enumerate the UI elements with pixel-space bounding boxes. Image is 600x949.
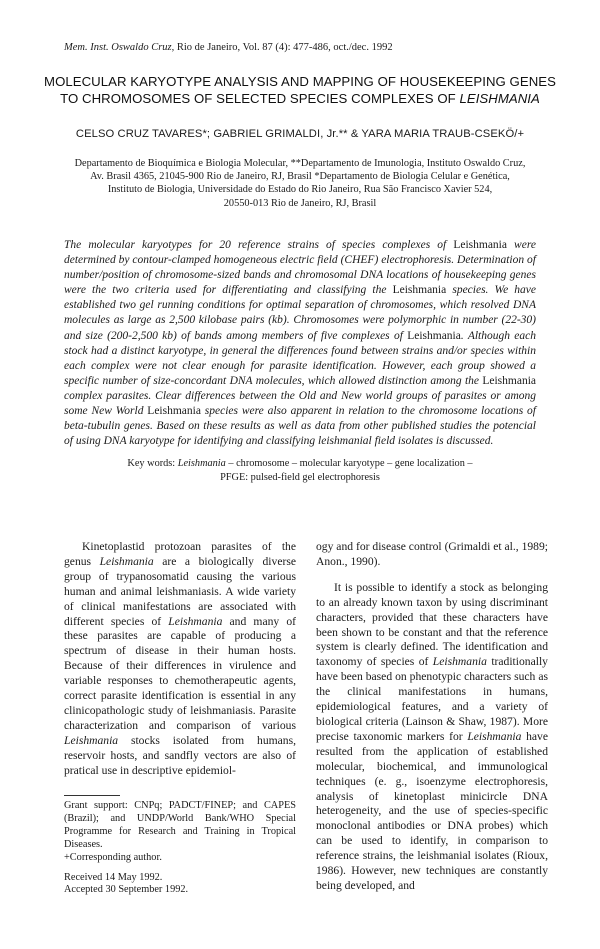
abstract-genus-2: Leishmania <box>392 284 447 297</box>
body-text: stocks isolated from humans, reservoir hosts, and sandfly vectors are also of pratical use in descriptive epidemiol- <box>64 733 296 777</box>
keywords-label: Key words: <box>127 458 176 469</box>
journal-volume-info: Rio de Janeiro, Vol. 87 (4): 477-486, oct./dec. 1992 <box>176 42 393 53</box>
body-text: are a biologically diverse group of trypanosomatid causing the various human and animal leishmaniasis. A wide variety of clinical manifestations are associated with different species of <box>64 554 296 628</box>
body-text: have resulted from the application of established molecular, biochemical, and immunological techniques (e. g., isoenzyme electrophoresis, analysis of kinetoplast minicircle DNA heterogeneity, and the use of species-specific monoclonal antibodies or DNA probes) which can be used to identify, in comparison to reference strains, the leishmanial isolates (Rioux, 1986). However, new techniques are constantly being developed, and <box>316 729 548 892</box>
abstract-text-3: species. We have established two gel running conditions for optimal separation of chromosomes, which resolved DNA molecules as large as 2,500 kilobase pairs (kb). Chromosomes were polymorphic in number (22-30) and size (200-2,500 kb) of bands among members of five complexes of <box>64 284 536 342</box>
body-paragraph <box>64 540 296 779</box>
article-title <box>40 73 560 107</box>
body-paragraph <box>316 581 548 894</box>
keywords-list: – chromosome – molecular karyotype – gene localization – <box>225 458 473 469</box>
abstract-text-6: species were also apparent in relation to the chromosome locations of beta-tubulin genes. Based on these results as well as data from other published studies the potencial of using DNA karyotype for identifying and classifying leishmanial field isolates is discussed. <box>64 405 536 448</box>
affiliation-line-1: Departamento de Bioquímica e Biologia Molecular, **Departamento de Imunologia, Instituto Oswaldo Cruz, <box>74 158 526 169</box>
title-genus: LEISHMANIA <box>459 91 540 106</box>
body-genus: Leishmania <box>99 554 154 568</box>
body-text: and many of these parasites are capable of producing a spectrum of disease in their human hosts. Because of their differences in virulence and variable responses to chemotherapeutic agents, correct parasite identification is essential in any clinicopathologic study of leishmaniasis. Parasite characterization and comparison of various <box>64 614 296 732</box>
abstract <box>64 238 536 449</box>
footnote-accepted: Accepted 30 September 1992. <box>64 884 189 896</box>
author-list: CELSO CRUZ TAVARES*; GABRIEL GRIMALDI, Jr.** & YARA MARIA TRAUB-CSEKÖ/+ <box>75 128 525 140</box>
keyword-genus: Leishmania <box>177 458 226 469</box>
affiliation-line-4: 20550-013 Rio de Janeiro, RJ, Brasil <box>223 197 377 209</box>
body-genus: Leishmania <box>432 655 487 669</box>
body-genus: Leishmania <box>64 733 119 747</box>
affiliations <box>62 157 538 210</box>
abstract-text-5: complex parasites. Clear differences between the Old and New world groups of parasites or among some New World <box>64 389 536 418</box>
body-paragraph-continued: ogy and for disease control (Grimaldi et al., 1989; Anon., 1990). <box>316 540 548 568</box>
body-column-left <box>64 540 296 779</box>
body-genus: Leishmania <box>467 729 522 743</box>
body-text: traditionally have been based on phenotypic characters such as the clinical manifestations in humans, epidemiological features, and a variety of biological criteria (Lainson & Shaw, 1987). More precise taxonomic markers for <box>316 655 548 743</box>
body-column-right <box>316 540 548 894</box>
keywords-line-1 <box>64 457 536 471</box>
abstract-text-4: . Although each stock had a distinct karyotype, in general the differences found between strains and/or species within each complex were not clear enough for parasite identification. However, each group showed a specific number of size-concordant DNA molecules, which allowed distinction among the <box>64 329 537 387</box>
title-line-2-text: TO CHROMOSOMES OF SELECTED SPECIES COMPLEXES OF <box>60 91 456 106</box>
body-text: It is possible to identify a stock as belonging to an already known taxon by using discriminant characters, provided that these characters have been shown to be constant and that the reference system is clearly defined. The identification and taxonomy of species of <box>316 580 548 669</box>
body-text: Kinetoplastid protozoan parasites of the genus <box>64 540 296 568</box>
abstract-text-2: were determined by contour-clamped homogeneous electric field (CHEF) electrophoresis. Determination of number/position of chromosome-sized bands and chromosomal DNA locations of housekeeping genes were the two criteria used for differentiating and classifying the <box>64 239 536 297</box>
abstract-text-1: The molecular karyotypes for 20 reference strains of species complexes of <box>64 239 454 251</box>
keywords-line-2: PFGE: pulsed-field gel electrophoresis <box>220 471 380 483</box>
footnote-divider <box>64 795 120 796</box>
footnote-grant: Grant support: CNPq; PADCT/FINEP; and CAPES (Brazil); and UNDP/World Bank/WHO Special Programme for Research and Training in Tropical Diseases. <box>64 800 296 850</box>
affiliation-line-2: Av. Brasil 4365, 21045-900 Rio de Janeiro, RJ, Brasil *Departamento de Biologia Celular e Genética, <box>90 171 510 183</box>
footnote-corresponding: +Corresponding author. <box>64 851 162 863</box>
footnotes <box>64 800 296 897</box>
abstract-genus-1: Leishmania <box>453 239 507 251</box>
body-genus: Leishmania <box>168 614 223 628</box>
footnote-received: Received 14 May 1992. <box>64 871 163 883</box>
keywords <box>64 457 536 484</box>
journal-title: Mem. Inst. Oswaldo Cruz, <box>64 42 175 53</box>
abstract-genus-3: Leishmania <box>407 329 461 342</box>
abstract-genus-4: Leishmania <box>482 374 536 387</box>
journal-reference <box>64 42 393 53</box>
title-line-1: MOLECULAR KARYOTYPE ANALYSIS AND MAPPING OF HOUSEKEEPING GENES <box>44 74 556 89</box>
affiliation-line-3: Instituto de Biologia, Universidade do Estado do Rio Janeiro, Rua São Francisco Xavier 524, <box>107 184 493 196</box>
abstract-genus-5: Leishmania <box>147 405 201 418</box>
title-line-2 <box>40 90 560 107</box>
